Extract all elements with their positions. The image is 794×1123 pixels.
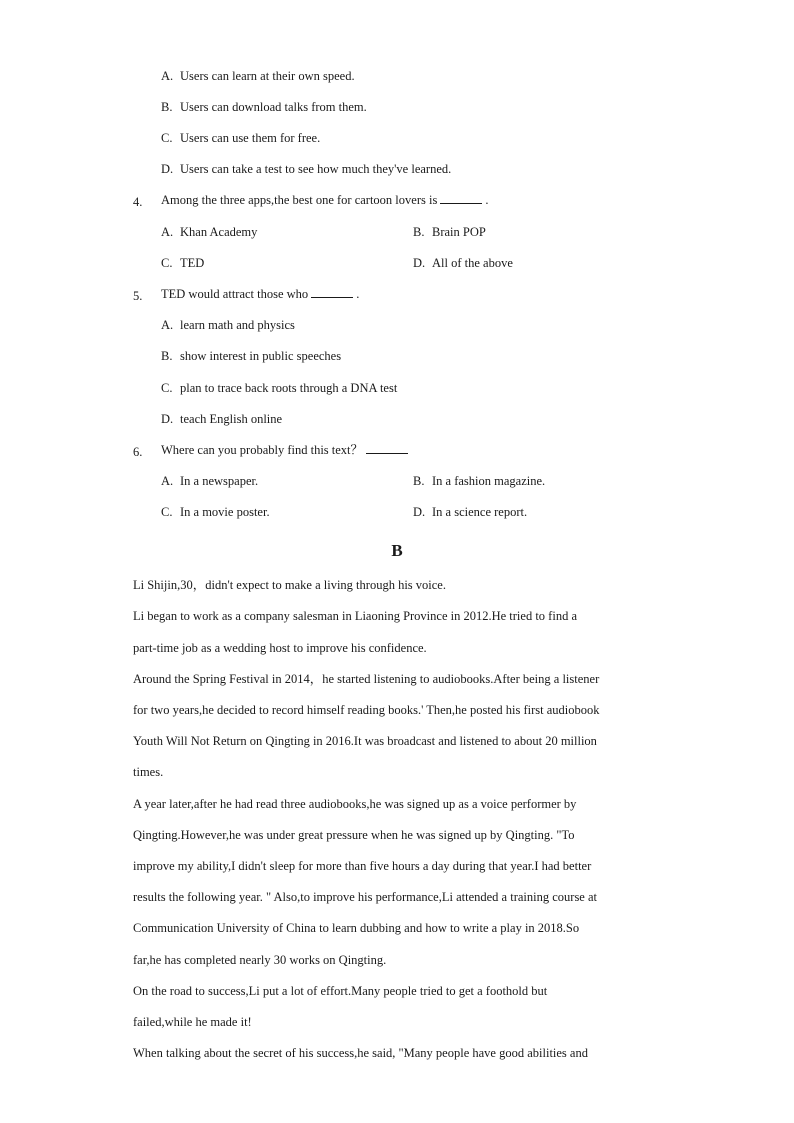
q4-option-c bbox=[161, 255, 204, 271]
option-text: Users can use them for free. bbox=[180, 131, 321, 145]
option-text: Users can take a test to see how much they've learned. bbox=[180, 162, 452, 176]
passage-line: Youth Will Not Return on Qingting in 2016.It was broadcast and listened to about 20 million bbox=[133, 734, 597, 748]
q4-stem-end: . bbox=[485, 193, 489, 207]
option-letter: D. bbox=[413, 256, 426, 270]
option-text: In a science report. bbox=[432, 505, 528, 519]
option-text: TED bbox=[180, 256, 205, 270]
passage-line: improve my ability,I didn't sleep for more than five hours a day during that year.I had better bbox=[133, 859, 592, 873]
q4-option-d bbox=[413, 255, 513, 271]
passage-line: for two years,he decided to record himself reading books.' Then,he posted his first audiobook bbox=[133, 703, 600, 717]
option-text: All of the above bbox=[432, 256, 513, 270]
option-letter: A. bbox=[161, 69, 174, 83]
option-text: In a fashion magazine. bbox=[432, 474, 546, 488]
option-letter: D. bbox=[161, 162, 174, 176]
passage-line: A year later,after he had read three audiobooks,he was signed up as a voice performer by bbox=[133, 797, 577, 811]
option-letter: B. bbox=[161, 349, 173, 363]
q6-stem bbox=[161, 442, 411, 458]
option-text: show interest in public speeches bbox=[180, 349, 342, 363]
answer-blank bbox=[366, 442, 408, 454]
q5-stem-text: TED would attract those who bbox=[161, 287, 309, 301]
option-text: Users can download talks from them. bbox=[180, 100, 367, 114]
option-letter: C. bbox=[161, 131, 173, 145]
option-letter: B. bbox=[161, 100, 173, 114]
q3-option-c bbox=[161, 130, 320, 146]
option-letter: B. bbox=[413, 474, 425, 488]
passage-line: far,he has completed nearly 30 works on Qingting. bbox=[133, 953, 387, 967]
answer-blank bbox=[311, 286, 353, 298]
q5-stem bbox=[161, 286, 359, 302]
q3-option-d bbox=[161, 161, 451, 177]
q5-stem-end: . bbox=[356, 287, 360, 301]
q4-option-b bbox=[413, 224, 486, 240]
q5-option-c bbox=[161, 380, 397, 396]
option-letter: A. bbox=[161, 225, 174, 239]
q6-option-a bbox=[161, 473, 258, 489]
option-text: Khan Academy bbox=[180, 225, 258, 239]
option-letter: C. bbox=[161, 256, 173, 270]
option-text: In a newspaper. bbox=[180, 474, 259, 488]
passage-line: times. bbox=[133, 765, 164, 779]
passage-line: results the following year. " Also,to improve his performance,Li attended a training course at bbox=[133, 890, 598, 904]
passage-line: Communication University of China to learn dubbing and how to write a play in 2018.So bbox=[133, 921, 580, 935]
passage-line: Li Shijin,30，didn't expect to make a living through his voice. bbox=[133, 578, 446, 592]
q4-stem bbox=[161, 192, 488, 208]
passage-line: failed,while he made it! bbox=[133, 1015, 252, 1029]
passage-line: Qingting.However,he was under great pressure when he was signed up by Qingting. "To bbox=[133, 828, 575, 842]
option-text: plan to trace back roots through a DNA test bbox=[180, 381, 398, 395]
answer-blank bbox=[440, 192, 482, 204]
q6-number: 6. bbox=[133, 445, 143, 459]
q5-option-b bbox=[161, 348, 341, 364]
option-letter: A. bbox=[161, 318, 174, 332]
q6-option-d bbox=[413, 504, 527, 520]
q6-stem-text: Where can you probably find this text？ bbox=[161, 443, 364, 457]
option-text: Brain POP bbox=[432, 225, 486, 239]
q6-option-b bbox=[413, 473, 545, 489]
q3-option-a bbox=[161, 68, 355, 84]
option-letter: D. bbox=[161, 412, 174, 426]
q5-number: 5. bbox=[133, 289, 143, 303]
option-text: learn math and physics bbox=[180, 318, 295, 332]
option-letter: C. bbox=[161, 381, 173, 395]
option-letter: A. bbox=[161, 474, 174, 488]
passage-line: Li began to work as a company salesman in Liaoning Province in 2012.He tried to find a bbox=[133, 609, 577, 623]
q4-option-a bbox=[161, 224, 257, 240]
option-text: Users can learn at their own speed. bbox=[180, 69, 355, 83]
option-letter: C. bbox=[161, 505, 173, 519]
passage-line: On the road to success,Li put a lot of effort.Many people tried to get a foothold but bbox=[133, 984, 548, 998]
option-letter: D. bbox=[413, 505, 426, 519]
passage-line: When talking about the secret of his success,he said, "Many people have good abilities and bbox=[133, 1046, 588, 1060]
option-text: In a movie poster. bbox=[180, 505, 270, 519]
q6-option-c bbox=[161, 504, 270, 520]
q4-stem-text: Among the three apps,the best one for cartoon lovers is bbox=[161, 193, 438, 207]
passage-line: Around the Spring Festival in 2014，he started listening to audiobooks.After being a listener bbox=[133, 672, 600, 686]
option-text: teach English online bbox=[180, 412, 283, 426]
q5-option-d bbox=[161, 411, 282, 427]
q4-number: 4. bbox=[133, 195, 143, 209]
q3-option-b bbox=[161, 99, 367, 115]
section-title: B bbox=[391, 541, 403, 560]
passage-line: part-time job as a wedding host to improve his confidence. bbox=[133, 641, 427, 655]
q5-option-a bbox=[161, 317, 295, 333]
option-letter: B. bbox=[413, 225, 425, 239]
